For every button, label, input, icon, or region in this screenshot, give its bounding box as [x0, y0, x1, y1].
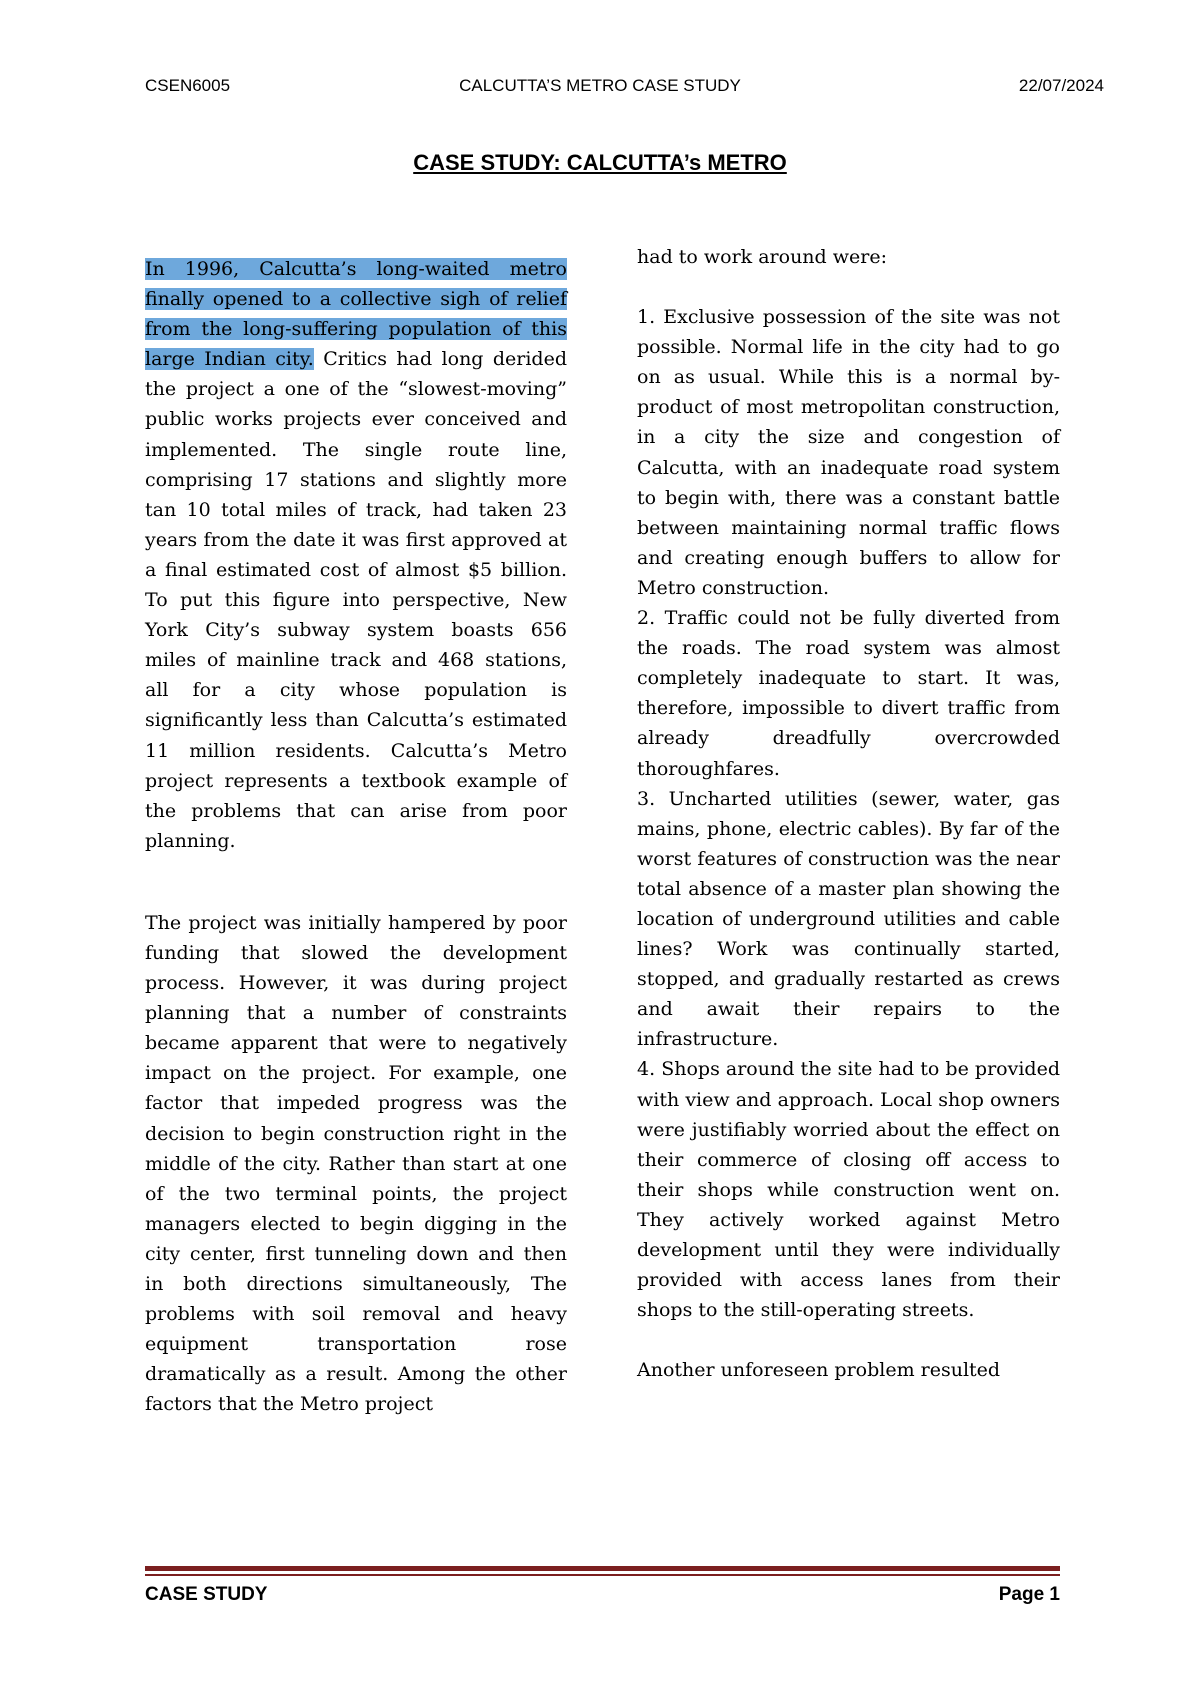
list-item-traffic: 2. Traffic could not be fully diverted from the roads. The road system was almost completely inadequate to start. It was, therefore, impossible to divert traffic from already dreadfully overcrowded thoroughfares.	[637, 607, 1060, 780]
footer-rule-thin	[145, 1574, 1060, 1576]
list-item-shops: 4. Shops around the site had to be provided with view and approach. Local shop owners were justifiably worried about the effect on their commerce of closing off access to their shops while construction went on. They actively worked against Metro development until they were individually provided with access lanes from their shops to the still-operating streets.	[637, 1058, 1060, 1322]
list-item-utilities: 3. Uncharted utilities (sewer, water, gas mains, phone, electric cables). By far of the worst features of construction was the near total absence of a master plan showing the location of underground utilities and cable lines? Work was continually started, stopped, and gradually restarted as crews and await their repairs to the infrastructure.	[637, 787, 1060, 1051]
header-date: 22/07/2024	[1018, 76, 1104, 95]
header-doc-title: CALCUTTA’S METRO CASE STUDY	[459, 76, 741, 95]
footer-rule	[145, 1566, 1060, 1571]
page-title: CASE STUDY: CALCUTTA’s METRO	[413, 150, 787, 175]
left-column	[145, 254, 567, 1419]
paragraph-intro-rest: Critics had long derided the project a one of the “slowest-moving” public works projects ever conceived and implemented. The single route line, comprising 17 stations and slightly more tan 10 total miles of track, had taken 23 years from the date it was first approved at a final estimated cost of almost $5 billion. To put this figure into perspective, New York City’s subway system boasts 656 miles of mainline track and 468 stations, all for a city whose population is significantly less than Calcutta’s estimated 11 million residents. Calcutta’s Metro project represents a textbook example of the problems that can arise from poor planning.	[145, 348, 567, 852]
paragraph-another-problem: Another unforeseen problem resulted	[637, 1359, 1001, 1382]
footer-label: CASE STUDY	[145, 1584, 268, 1605]
paragraph-intro	[145, 254, 567, 856]
list-item-site-possession: 1. Exclusive possession of the site was not possible. Normal life in the city had to go on as usual. While this is a normal by-product of most metropolitan construction, in a city the size and congestion of Calcutta, with an inadequate road system to begin with, there was a constant battle between maintaining normal traffic flows and creating enough buffers to allow for Metro construction.	[637, 306, 1060, 599]
right-column	[637, 242, 1060, 1385]
page-number: Page 1	[998, 1584, 1060, 1605]
header-course-code: CSEN6005	[145, 76, 231, 95]
paragraph-constraints: The project was initially hampered by poor funding that slowed the development process. However, it was during project planning that a number of constraints became apparent that were to negatively impact on the project. For example, one factor that impeded progress was the decision to begin construction right in the middle of the city. Rather than start at one of the two terminal points, the project managers elected to begin digging in the city center, first tunneling down and then in both directions simultaneously, The problems with soil removal and heavy equipment transportation rose dramatically as a result. Among the other factors that the Metro project	[145, 911, 567, 1416]
paragraph-continuation: had to work around were:	[637, 246, 887, 268]
highlighted-text[interactable]: In 1996, Calcutta’s long-waited metro finally opened to a collective sigh of relief from the long-suffering population of this large Indian city.	[145, 258, 567, 371]
